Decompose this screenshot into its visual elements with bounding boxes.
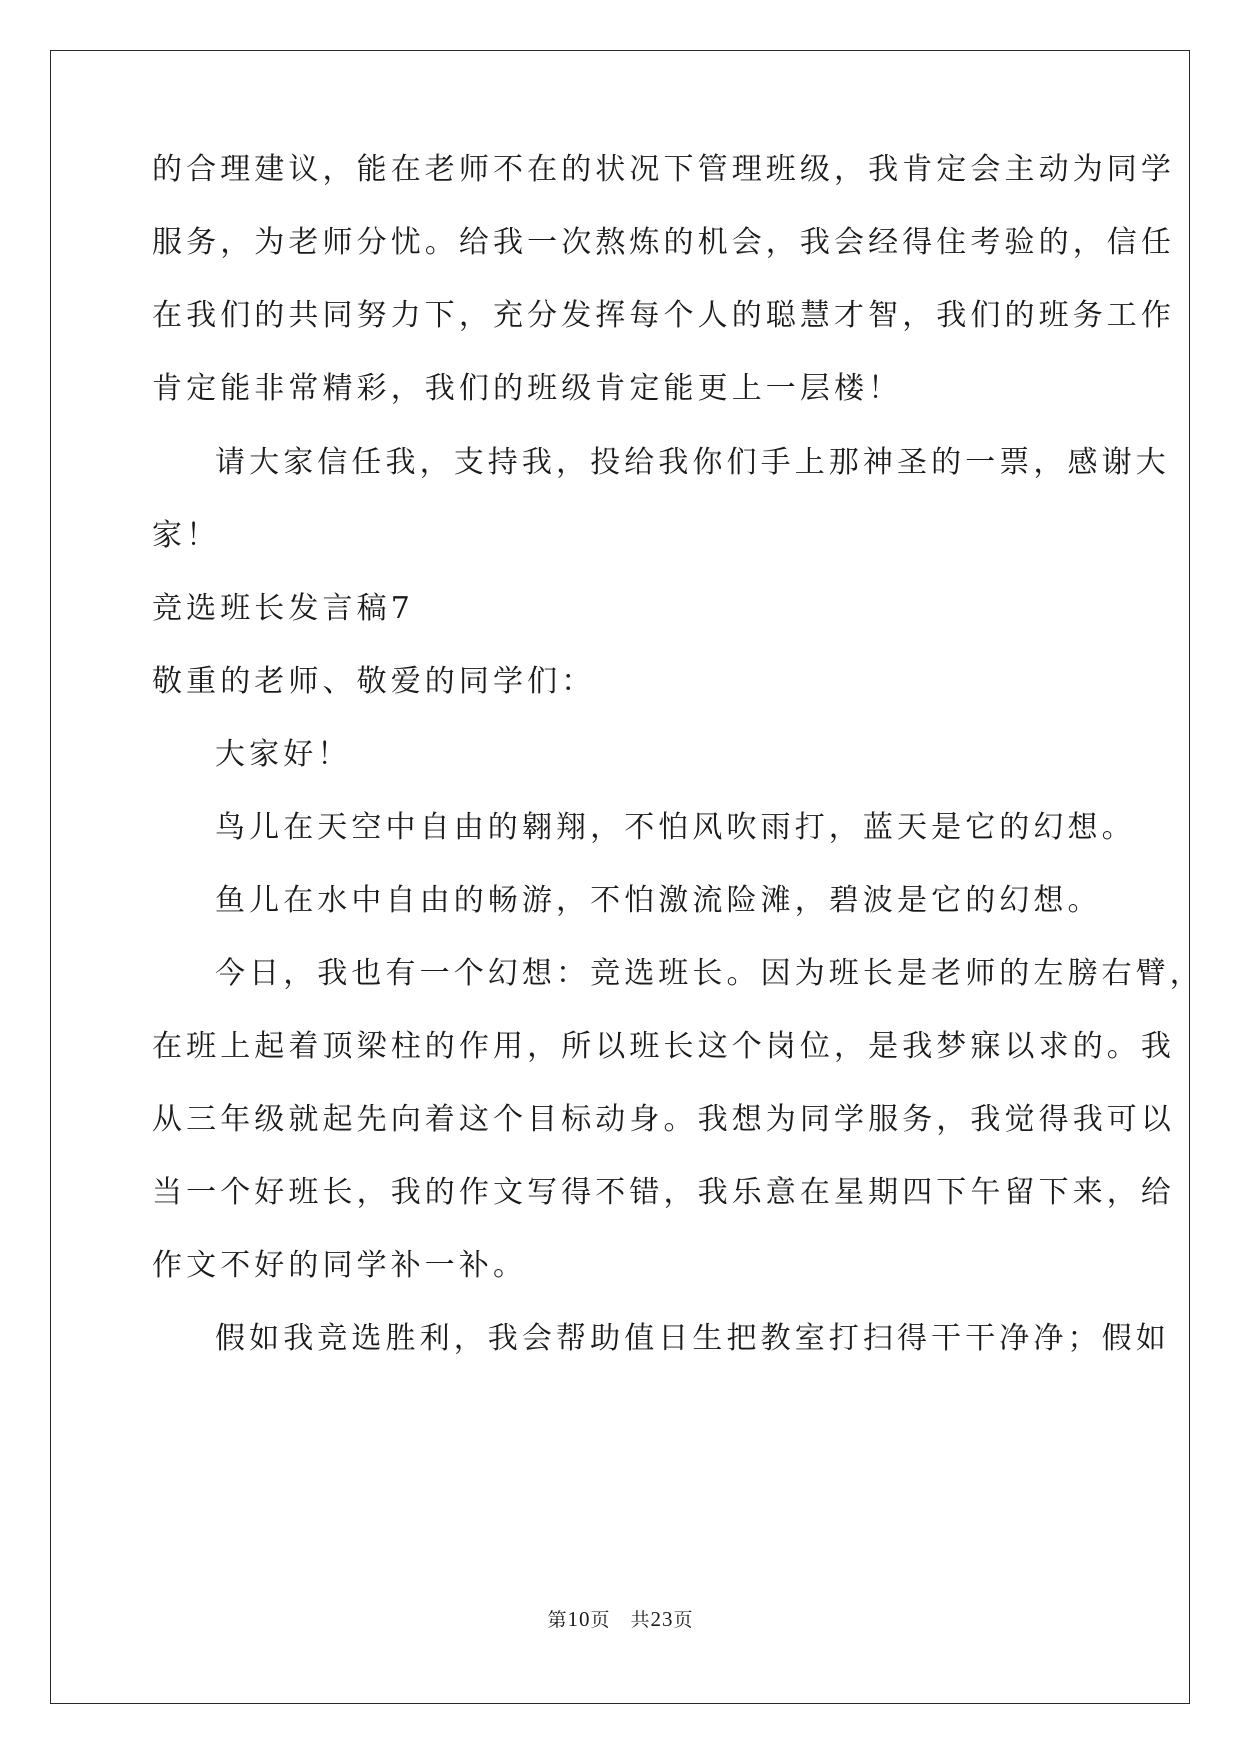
paragraph-line: 今日，我也有一个幻想：竞选班长。因为班长是老师的左膀右臂， bbox=[215, 956, 1204, 991]
paragraph-line: 从三年级就起先向着这个目标动身。我想为同学服务，我觉得我可以 bbox=[152, 1102, 1175, 1137]
page-footer bbox=[0, 1607, 1241, 1632]
paragraph-line: 服务，为老师分忧。给我一次熬炼的机会，我会经得住考验的，信任 bbox=[152, 225, 1175, 260]
page-suffix: 页 bbox=[673, 1609, 694, 1631]
greeting: 大家好！ bbox=[215, 737, 352, 772]
paragraph-line: 在我们的共同努力下，充分发挥每个人的聪慧才智，我们的班务工作 bbox=[152, 298, 1175, 333]
paragraph-line: 肯定能非常精彩，我们的班级肯定能更上一层楼！ bbox=[152, 371, 903, 406]
total-page-number: 23 bbox=[650, 1607, 674, 1631]
paragraph-line: 假如我竞选胜利，我会帮助值日生把教室打扫得干干净净；假如 bbox=[215, 1321, 1170, 1356]
paragraph-line: 在班上起着顶梁柱的作用，所以班长这个岗位，是我梦寐以求的。我 bbox=[152, 1029, 1175, 1064]
salutation: 敬重的老师、敬爱的同学们： bbox=[152, 664, 596, 699]
paragraph-line: 鱼儿在水中自由的畅游，不怕激流险滩，碧波是它的幻想。 bbox=[215, 883, 1102, 918]
paragraph-line: 当一个好班长，我的作文写得不错，我乐意在星期四下午留下来，给 bbox=[152, 1175, 1175, 1210]
page-prefix: 第 bbox=[547, 1609, 568, 1631]
paragraph-line: 鸟儿在天空中自由的翱翔，不怕风吹雨打，蓝天是它的幻想。 bbox=[215, 810, 1136, 845]
current-page-number: 10 bbox=[567, 1607, 591, 1631]
paragraph-line: 家！ bbox=[152, 518, 221, 553]
paragraph-line: 作文不好的同学补一补。 bbox=[152, 1248, 528, 1283]
section-heading: 竞选班长发言稿7 bbox=[152, 591, 414, 626]
paragraph-line: 请大家信任我，支持我，投给我你们手上那神圣的一票，感谢大 bbox=[215, 445, 1170, 480]
paragraph-line: 的合理建议，能在老师不在的状况下管理班级，我肯定会主动为同学 bbox=[152, 152, 1175, 187]
page-mid: 页 共 bbox=[590, 1609, 651, 1631]
